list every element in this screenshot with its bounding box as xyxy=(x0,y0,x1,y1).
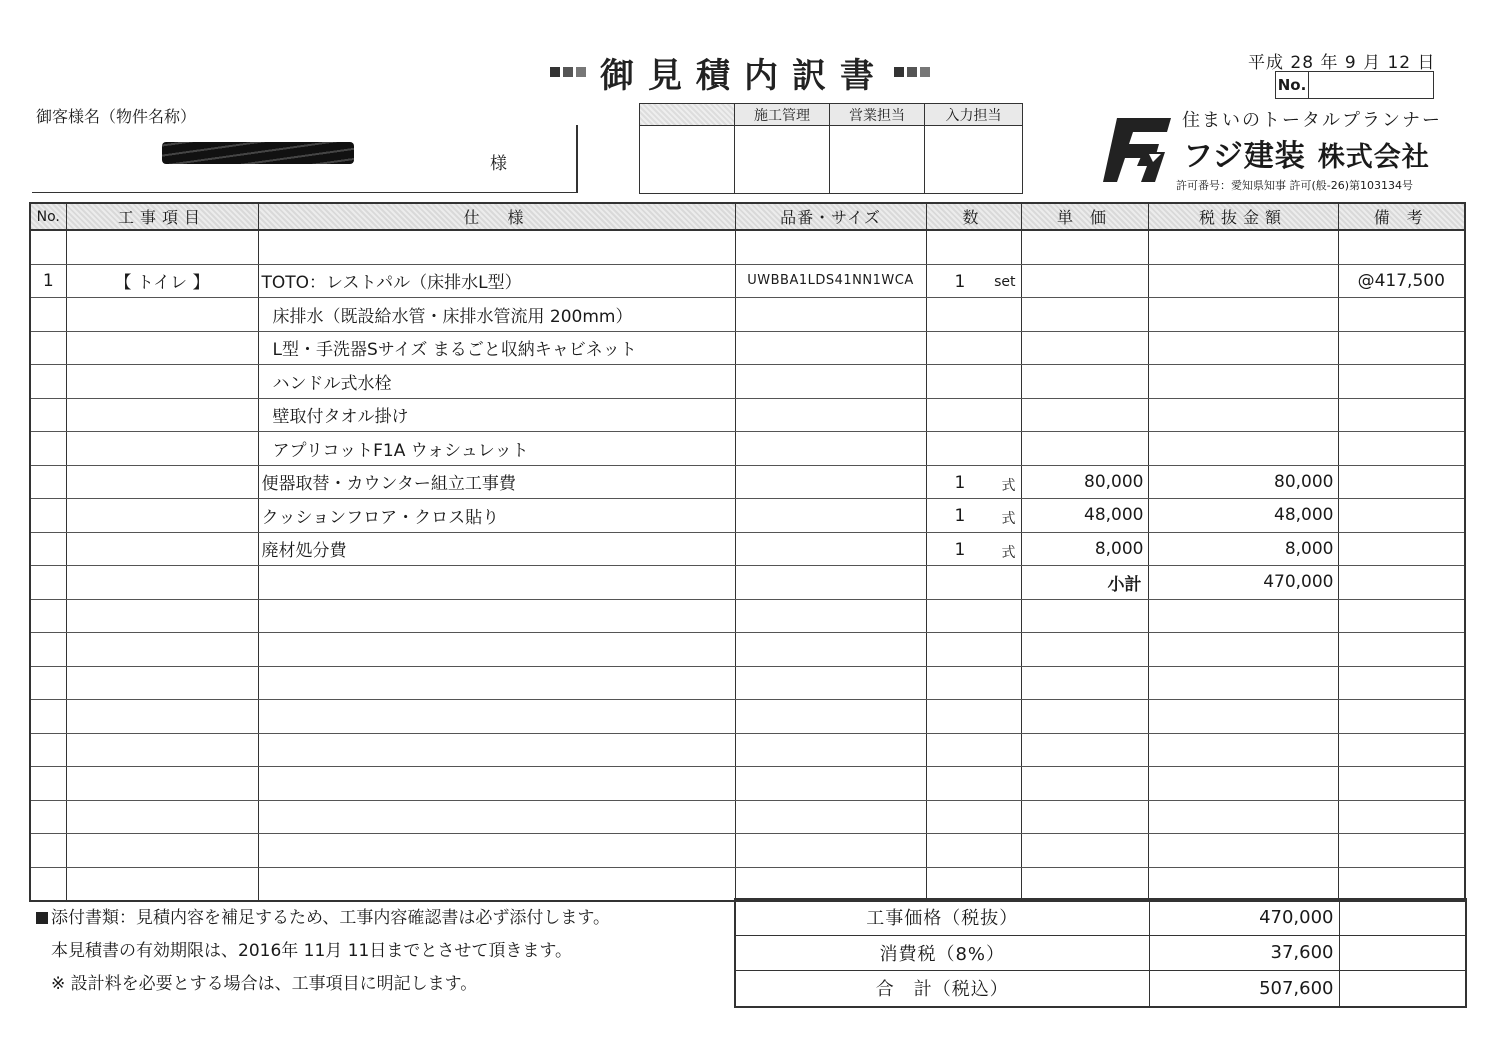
cell-unit-price xyxy=(1021,834,1148,868)
stamp-cell xyxy=(830,126,925,193)
notes-section xyxy=(36,902,610,1001)
quantity-value: 1 xyxy=(954,271,966,292)
table-row xyxy=(30,331,1465,365)
cell-quantity xyxy=(926,733,1021,767)
cell-part-number xyxy=(735,700,926,734)
cell-unit-price xyxy=(1021,633,1148,667)
cell-amount: 8,000 xyxy=(1148,532,1338,566)
cell-unit-price xyxy=(1021,767,1148,801)
cell-no xyxy=(30,633,66,667)
title-decoration-left xyxy=(550,67,586,77)
table-row xyxy=(30,432,1465,466)
cell-spec xyxy=(258,566,735,600)
total-row-grand xyxy=(735,971,1466,1007)
cell-part-number: UWBBA1LDS41NN1WCA xyxy=(735,264,926,298)
cell-no xyxy=(30,398,66,432)
cell-remarks xyxy=(1338,230,1465,264)
cell-unit-price xyxy=(1021,666,1148,700)
cell-spec: TOTO：レストパル（床排水L型） xyxy=(258,264,735,298)
cell-part-number xyxy=(735,633,926,667)
cell-item xyxy=(66,499,258,533)
company-logo-icon xyxy=(1103,114,1173,184)
cell-item: 【 トイレ 】 xyxy=(66,264,258,298)
stamp-cell xyxy=(735,126,830,193)
cell-spec: L型・手洗器Sサイズ まるごと収納キャビネット xyxy=(258,331,735,365)
total-label: 工事価格（税抜） xyxy=(735,899,1149,935)
note-validity: 本見積書の有効期限は、2016年 11月 11日までとさせて頂きます。 xyxy=(51,941,572,961)
cell-no xyxy=(30,733,66,767)
cell-part-number xyxy=(735,499,926,533)
stamp-cell xyxy=(640,126,735,193)
cell-part-number xyxy=(735,465,926,499)
cell-item xyxy=(66,566,258,600)
cell-part-number xyxy=(735,566,926,600)
cell-remarks xyxy=(1338,767,1465,801)
cell-quantity xyxy=(926,867,1021,901)
cell-remarks xyxy=(1338,398,1465,432)
cell-no xyxy=(30,834,66,868)
cell-amount xyxy=(1148,767,1338,801)
total-label: 合 計（税込） xyxy=(735,971,1149,1007)
cell-part-number xyxy=(735,867,926,901)
cell-remarks xyxy=(1338,867,1465,901)
cell-quantity xyxy=(926,532,1021,566)
cell-spec xyxy=(258,800,735,834)
cell-amount: 48,000 xyxy=(1148,499,1338,533)
quantity-value: 1 xyxy=(954,539,966,560)
bullet-square-icon xyxy=(36,912,48,924)
cell-remarks xyxy=(1338,365,1465,399)
total-blank xyxy=(1339,935,1466,971)
cell-unit-price xyxy=(1021,700,1148,734)
cell-item xyxy=(66,230,258,264)
cell-part-number xyxy=(735,230,926,264)
quantity-unit: 式 xyxy=(1001,477,1016,494)
cell-remarks xyxy=(1338,733,1465,767)
cell-remarks xyxy=(1338,700,1465,734)
cell-unit-price xyxy=(1021,432,1148,466)
cell-amount xyxy=(1148,264,1338,298)
cell-remarks: @417,500 xyxy=(1338,264,1465,298)
cell-quantity xyxy=(926,633,1021,667)
approval-stamp-box xyxy=(639,103,1023,194)
cell-item xyxy=(66,432,258,466)
cell-spec xyxy=(258,700,735,734)
cell-spec xyxy=(258,867,735,901)
cell-spec xyxy=(258,230,735,264)
cell-quantity xyxy=(926,331,1021,365)
customer-honorific: 様 xyxy=(490,154,507,174)
table-row xyxy=(30,365,1465,399)
cell-remarks xyxy=(1338,599,1465,633)
subtotal-label: 小計 xyxy=(1021,566,1148,600)
cell-unit-price: 80,000 xyxy=(1021,465,1148,499)
cell-remarks xyxy=(1338,566,1465,600)
cell-amount: 80,000 xyxy=(1148,465,1338,499)
cell-item xyxy=(66,800,258,834)
table-row xyxy=(30,599,1465,633)
cell-remarks xyxy=(1338,499,1465,533)
cell-part-number xyxy=(735,532,926,566)
document-title-text: 御見積内訳書 xyxy=(600,55,888,96)
cell-quantity xyxy=(926,599,1021,633)
cell-quantity xyxy=(926,398,1021,432)
cell-no xyxy=(30,867,66,901)
cell-unit-price xyxy=(1021,867,1148,901)
cell-amount xyxy=(1148,800,1338,834)
cell-amount xyxy=(1148,867,1338,901)
document-title xyxy=(520,48,960,96)
cell-remarks xyxy=(1338,432,1465,466)
table-row xyxy=(30,499,1465,533)
cell-remarks xyxy=(1338,834,1465,868)
cell-spec xyxy=(258,633,735,667)
cell-item xyxy=(66,365,258,399)
stamp-header-blank xyxy=(640,104,735,126)
cell-no xyxy=(30,800,66,834)
cell-spec xyxy=(258,599,735,633)
col-header-item: 工事項目 xyxy=(66,203,258,230)
cell-quantity xyxy=(926,566,1021,600)
cell-no xyxy=(30,230,66,264)
table-row xyxy=(30,633,1465,667)
cell-part-number xyxy=(735,767,926,801)
quantity-unit: set xyxy=(994,273,1016,290)
cell-quantity xyxy=(926,465,1021,499)
col-header-spec: 仕 様 xyxy=(258,203,735,230)
cell-unit-price xyxy=(1021,599,1148,633)
cell-amount xyxy=(1148,331,1338,365)
cell-amount xyxy=(1148,633,1338,667)
stamp-header-construction: 施工管理 xyxy=(735,104,830,126)
cell-item xyxy=(66,633,258,667)
cell-quantity xyxy=(926,365,1021,399)
cell-no xyxy=(30,532,66,566)
note-attachments: 添付書類：見積内容を補足するため、工事内容確認書は必ず添付します。 xyxy=(36,902,610,935)
cell-remarks xyxy=(1338,532,1465,566)
cell-remarks xyxy=(1338,331,1465,365)
total-blank xyxy=(1339,899,1466,935)
table-row xyxy=(30,264,1465,298)
cell-no xyxy=(30,700,66,734)
cell-part-number xyxy=(735,599,926,633)
cell-spec: 便器取替・カウンター組立工事費 xyxy=(258,465,735,499)
cell-item xyxy=(66,666,258,700)
document-number-box xyxy=(1275,71,1434,99)
cell-unit-price xyxy=(1021,398,1148,432)
cell-item xyxy=(66,599,258,633)
cell-spec xyxy=(258,733,735,767)
company-name-text: フジ建装 xyxy=(1183,139,1306,174)
cell-no xyxy=(30,465,66,499)
cell-item xyxy=(66,532,258,566)
cell-spec xyxy=(258,767,735,801)
table-row xyxy=(30,800,1465,834)
cell-no xyxy=(30,499,66,533)
note-design-fee: ※ 設計料を必要とする場合は、工事項目に明記します。 xyxy=(51,974,478,994)
cell-amount xyxy=(1148,834,1338,868)
table-header-row xyxy=(30,203,1465,230)
cell-amount xyxy=(1148,733,1338,767)
cell-no xyxy=(30,767,66,801)
cell-unit-price xyxy=(1021,733,1148,767)
table-row xyxy=(30,298,1465,332)
cell-spec: 壁取付タオル掛け xyxy=(258,398,735,432)
cell-remarks xyxy=(1338,298,1465,332)
cell-part-number xyxy=(735,834,926,868)
totals-table xyxy=(734,898,1467,1008)
cell-quantity xyxy=(926,432,1021,466)
cell-amount xyxy=(1148,298,1338,332)
cell-part-number xyxy=(735,733,926,767)
col-header-amount: 税抜金額 xyxy=(1148,203,1338,230)
cell-item xyxy=(66,331,258,365)
cell-no xyxy=(30,432,66,466)
cell-part-number xyxy=(735,398,926,432)
table-row xyxy=(30,465,1465,499)
cell-quantity xyxy=(926,264,1021,298)
issue-date: 平成 28 年 9 月 12 日 xyxy=(1248,53,1436,73)
cell-spec: 床排水（既設給水管・床排水管流用 200mm） xyxy=(258,298,735,332)
cell-amount xyxy=(1148,700,1338,734)
cell-amount xyxy=(1148,432,1338,466)
cell-item xyxy=(66,465,258,499)
cell-amount xyxy=(1148,365,1338,399)
quantity-unit: 式 xyxy=(1001,544,1016,561)
cell-item xyxy=(66,700,258,734)
total-value: 37,600 xyxy=(1149,935,1339,971)
table-row xyxy=(30,230,1465,264)
cell-unit-price xyxy=(1021,230,1148,264)
quantity-value: 1 xyxy=(954,506,966,526)
title-decoration-right xyxy=(894,67,930,77)
cell-quantity xyxy=(926,834,1021,868)
cell-quantity xyxy=(926,298,1021,332)
cell-unit-price: 8,000 xyxy=(1021,532,1148,566)
company-name xyxy=(1183,131,1430,175)
cell-unit-price xyxy=(1021,365,1148,399)
cell-quantity xyxy=(926,230,1021,264)
cell-no: 1 xyxy=(30,264,66,298)
cell-no xyxy=(30,365,66,399)
cell-remarks xyxy=(1338,666,1465,700)
document-number-label: No. xyxy=(1276,72,1309,98)
cell-unit-price xyxy=(1021,264,1148,298)
col-header-no: No. xyxy=(30,203,66,230)
cell-item xyxy=(66,834,258,868)
cell-part-number xyxy=(735,331,926,365)
cell-spec xyxy=(258,834,735,868)
cell-no xyxy=(30,298,66,332)
quantity-unit: 式 xyxy=(1001,511,1016,527)
customer-name-box xyxy=(32,125,578,193)
cell-quantity xyxy=(926,666,1021,700)
company-tagline: 住まいのトータルプランナー xyxy=(1182,110,1442,131)
stamp-cell xyxy=(925,126,1022,193)
cell-remarks xyxy=(1338,465,1465,499)
col-header-unit-price: 単 価 xyxy=(1021,203,1148,230)
table-row xyxy=(30,532,1465,566)
total-value: 470,000 xyxy=(1149,899,1339,935)
total-row-tax xyxy=(735,935,1466,971)
table-row xyxy=(30,700,1465,734)
cell-spec: アプリコットF1A ウォシュレット xyxy=(258,432,735,466)
cell-remarks xyxy=(1338,800,1465,834)
quantity-value: 1 xyxy=(954,472,966,493)
cell-part-number xyxy=(735,800,926,834)
total-value: 507,600 xyxy=(1149,971,1339,1007)
total-blank xyxy=(1339,971,1466,1007)
col-header-quantity: 数 xyxy=(926,203,1021,230)
total-row-subtotal xyxy=(735,899,1466,935)
estimate-table xyxy=(29,202,1466,902)
table-row xyxy=(30,733,1465,767)
cell-no xyxy=(30,566,66,600)
cell-quantity xyxy=(926,700,1021,734)
cell-item xyxy=(66,398,258,432)
col-header-remarks: 備 考 xyxy=(1338,203,1465,230)
cell-unit-price xyxy=(1021,331,1148,365)
table-row xyxy=(30,767,1465,801)
col-header-part-number: 品番・サイズ xyxy=(735,203,926,230)
cell-amount xyxy=(1148,666,1338,700)
stamp-header-input: 入力担当 xyxy=(925,104,1022,126)
company-type: 株式会社 xyxy=(1317,142,1430,173)
stamp-header-sales: 営業担当 xyxy=(830,104,925,126)
cell-item xyxy=(66,298,258,332)
cell-spec xyxy=(258,666,735,700)
cell-amount xyxy=(1148,398,1338,432)
cell-unit-price xyxy=(1021,800,1148,834)
company-license: 許可番号：愛知県知事 許可(般-26)第103134号 xyxy=(1176,179,1414,192)
table-row xyxy=(30,398,1465,432)
cell-no xyxy=(30,666,66,700)
cell-spec: クッションフロア・クロス貼り xyxy=(258,499,735,533)
cell-amount xyxy=(1148,599,1338,633)
cell-item xyxy=(66,767,258,801)
cell-quantity xyxy=(926,499,1021,533)
cell-part-number xyxy=(735,298,926,332)
subtotal-value: 470,000 xyxy=(1148,566,1338,600)
cell-spec: 廃材処分費 xyxy=(258,532,735,566)
cell-part-number xyxy=(735,432,926,466)
cell-spec: ハンドル式水栓 xyxy=(258,365,735,399)
cell-amount xyxy=(1148,230,1338,264)
cell-part-number xyxy=(735,666,926,700)
cell-part-number xyxy=(735,365,926,399)
cell-item xyxy=(66,733,258,767)
table-row xyxy=(30,834,1465,868)
cell-remarks xyxy=(1338,633,1465,667)
cell-no xyxy=(30,331,66,365)
table-row xyxy=(30,566,1465,600)
table-row xyxy=(30,867,1465,901)
cell-unit-price xyxy=(1021,298,1148,332)
cell-no xyxy=(30,599,66,633)
table-row xyxy=(30,666,1465,700)
redacted-customer-name xyxy=(162,142,354,164)
cell-unit-price: 48,000 xyxy=(1021,499,1148,533)
cell-quantity xyxy=(926,767,1021,801)
cell-item xyxy=(66,867,258,901)
total-label: 消費税（8%） xyxy=(735,935,1149,971)
customer-label: 御客様名（物件名称） xyxy=(36,107,197,126)
cell-quantity xyxy=(926,800,1021,834)
